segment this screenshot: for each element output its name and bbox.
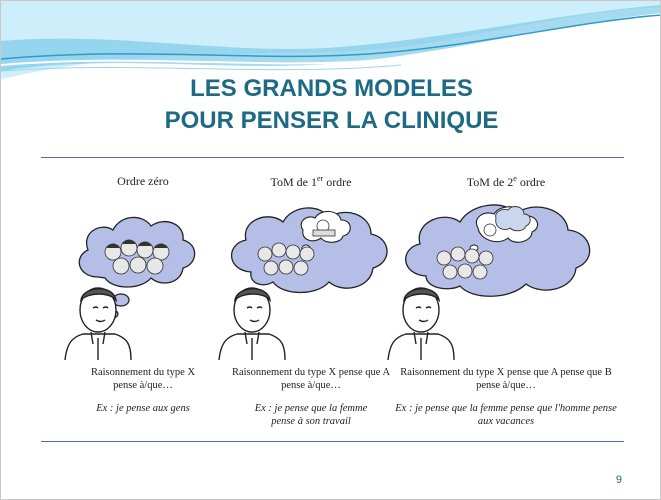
panel-heading: ToM de 2e ordre (466, 174, 546, 189)
top-divider (41, 157, 624, 158)
panel-example: Ex : je pense que la femme pense à son travail (254, 403, 368, 427)
panel-example: Ex : je pense aux gens (96, 403, 190, 414)
panel-caption: Raisonnement du type X pense que A pense que B pense à/que… (400, 367, 612, 391)
bottom-divider (41, 441, 624, 442)
panel-example: Ex : je pense que la femme pense que l'homme pense aux vacances (395, 403, 617, 427)
title-line-1: LES GRANDS MODELES (190, 75, 473, 102)
panel-heading: ToM de 1er ordre (270, 174, 352, 189)
person-illustration (388, 288, 454, 360)
slide-title (1, 73, 661, 137)
panel-heading: Ordre zéro (117, 174, 169, 188)
page-number: 9 (615, 474, 622, 486)
panel-caption: Raisonnement du type X pense à/que… (90, 367, 196, 391)
panel-caption: Raisonnement du type X pense que A pense à/que… (231, 367, 391, 391)
panel-tom-first-order (211, 166, 411, 436)
panel-tom-second-order (386, 166, 626, 436)
thought-illustration (211, 192, 411, 367)
thought-illustration (386, 192, 626, 367)
person-illustration (219, 288, 285, 360)
title-line-2: POUR PENSER LA CLINIQUE (164, 107, 499, 134)
